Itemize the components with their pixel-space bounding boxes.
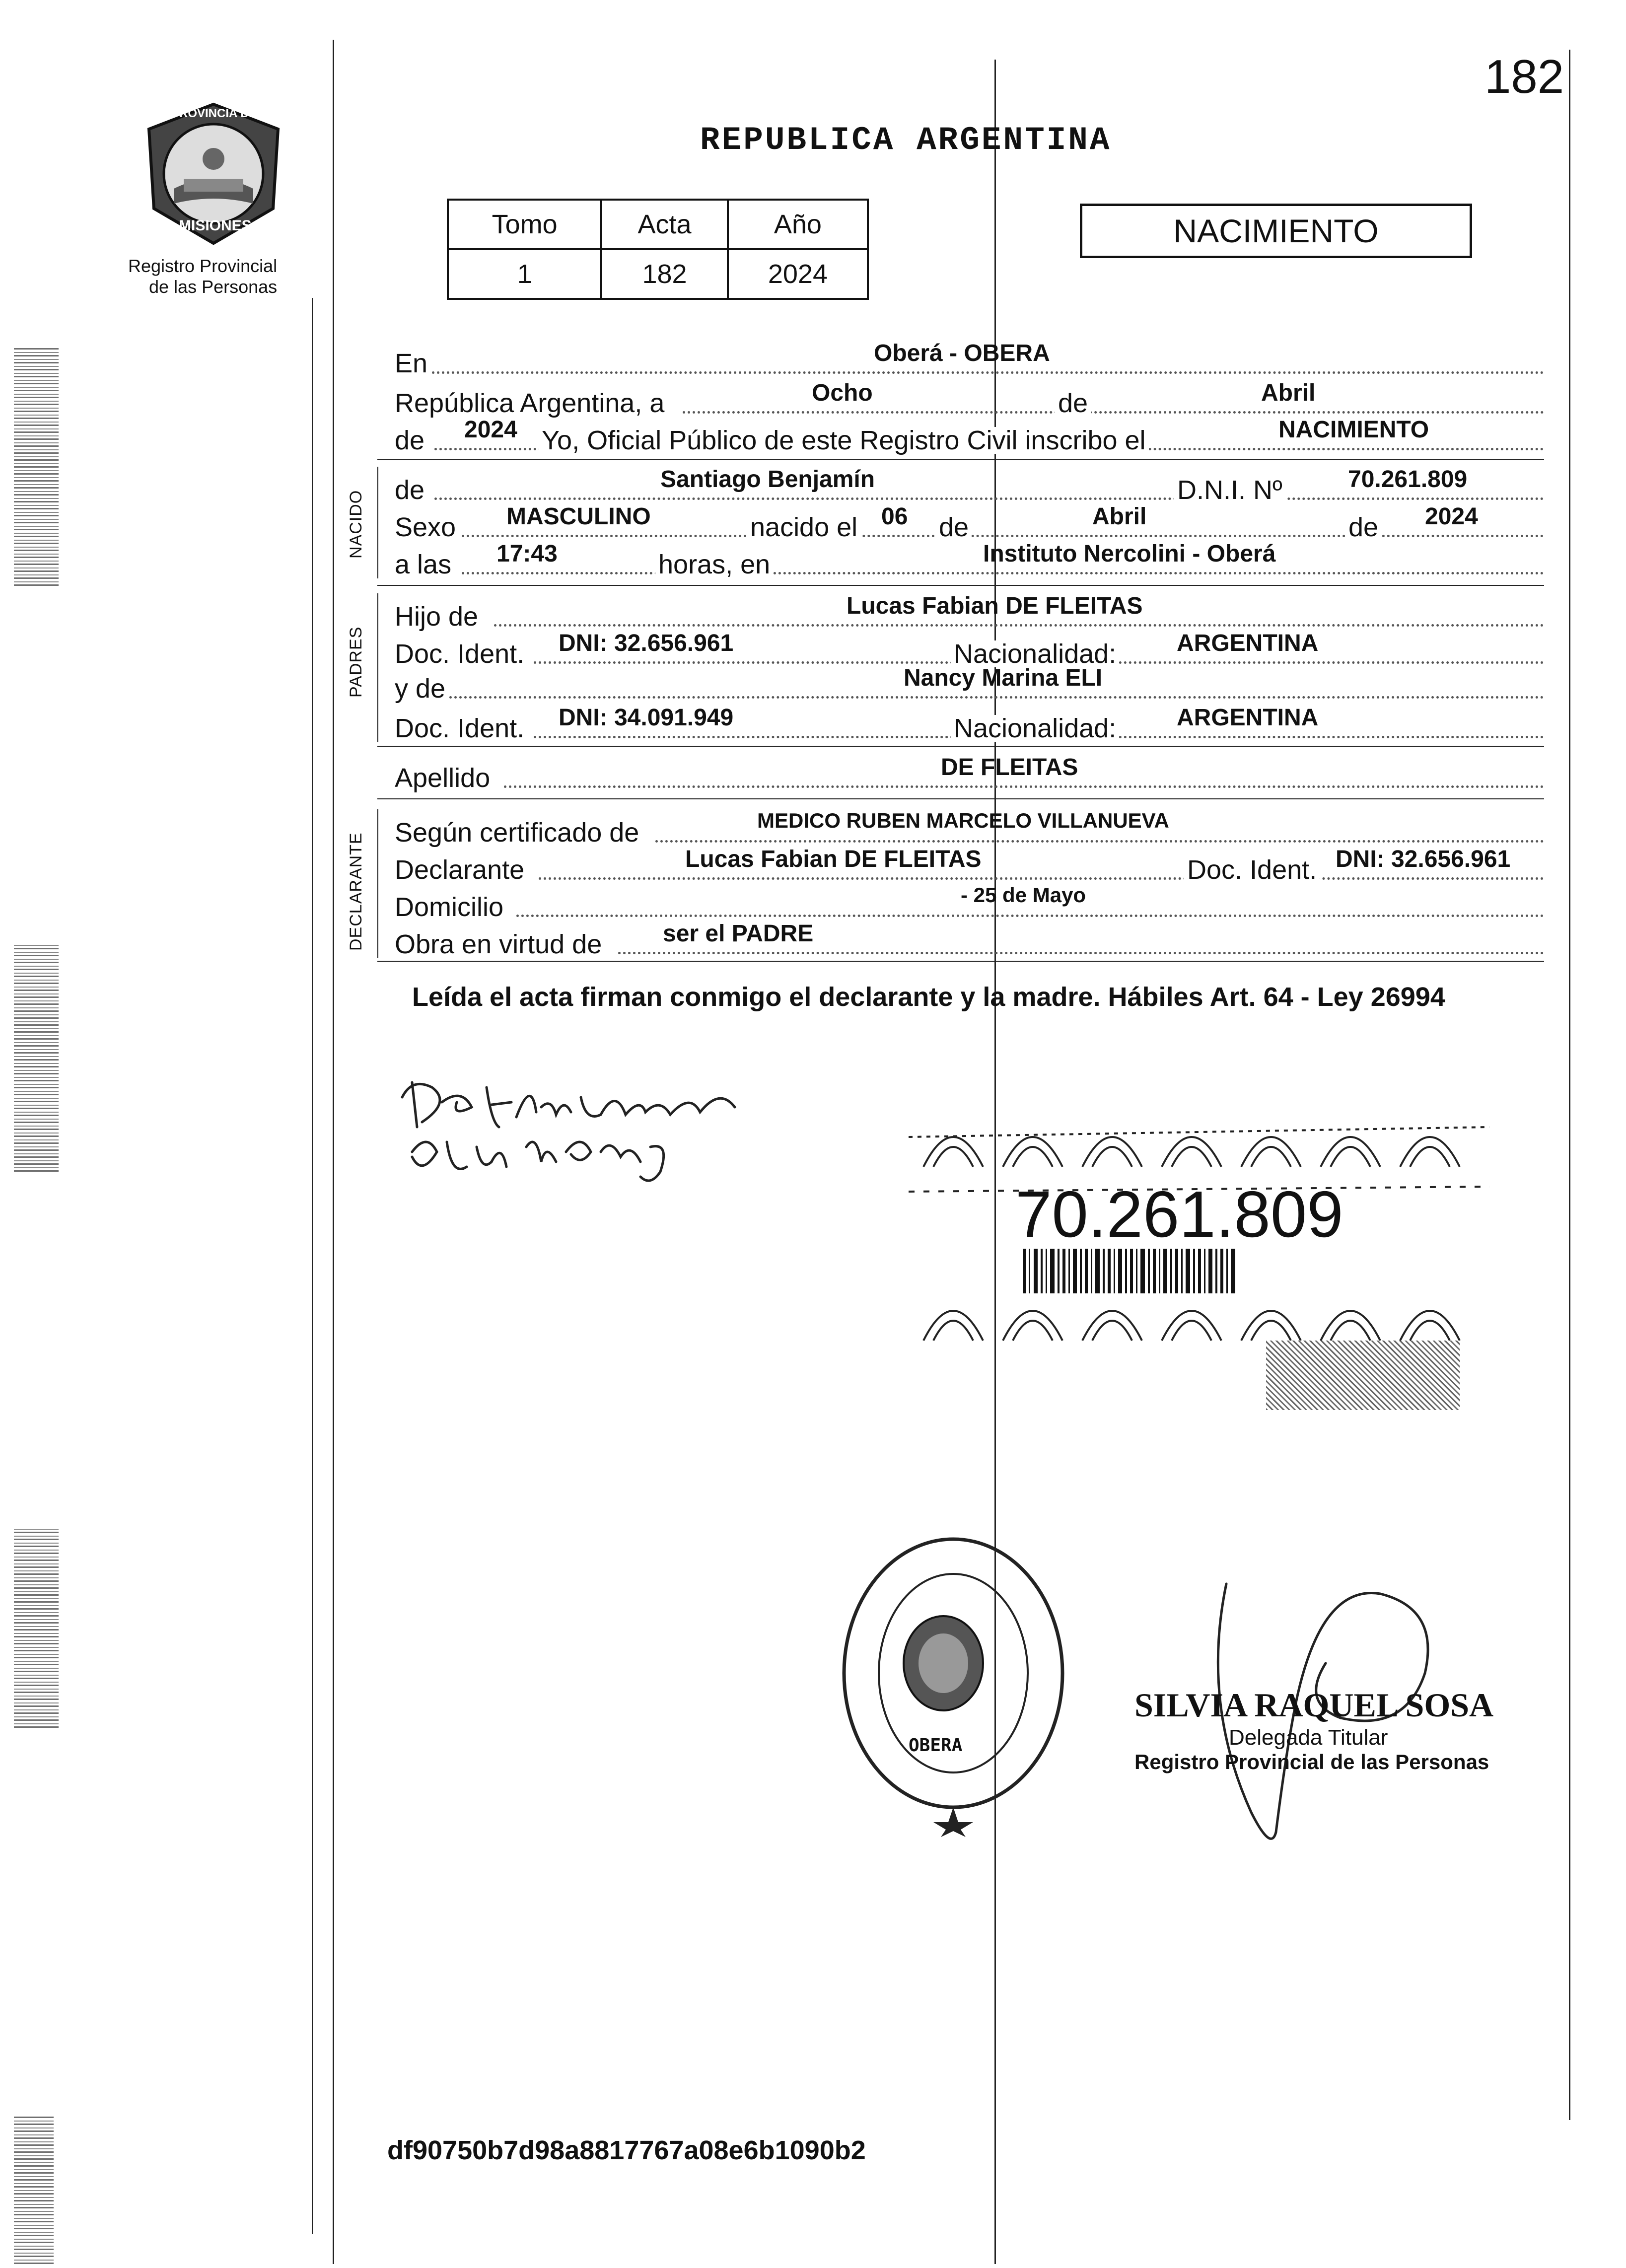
agency-line-1: Registro Provincial <box>128 256 278 276</box>
table-cell: 1 <box>448 249 601 299</box>
margin-line <box>312 298 313 2234</box>
mother-nat: ARGENTINA <box>1177 705 1319 731</box>
section-nacido: NACIDO <box>347 490 365 559</box>
label-certificado: Según certificado de <box>395 818 639 848</box>
signature-declarant <box>392 1067 750 1197</box>
father-nat: ARGENTINA <box>1177 630 1319 656</box>
label-de-2: de <box>395 425 425 455</box>
section-divider <box>377 459 1544 460</box>
right-border <box>1569 50 1570 2120</box>
stamp-center-text: OBERA <box>909 1735 963 1756</box>
label-a-las: a las <box>395 550 452 579</box>
birth-month: Abril <box>1092 503 1147 530</box>
logo-text-bottom: MISIONES <box>179 217 252 234</box>
label-nacido-el: nacido el <box>747 514 860 541</box>
label-dni: D.N.I. Nº <box>1174 477 1285 503</box>
act-type-box <box>1080 204 1472 258</box>
table-cell: 2024 <box>728 249 868 299</box>
record-table <box>447 199 869 300</box>
birth-place: Instituto Nercolini - Oberá <box>983 541 1276 567</box>
field-line <box>432 371 1544 374</box>
label-inscribo: Yo, Oficial Público de este Registro Civil inscribo el <box>539 427 1149 454</box>
field-line <box>655 840 1544 843</box>
label-nat-father: Nacionalidad: <box>951 640 1119 667</box>
table-header: Año <box>728 200 868 249</box>
declarant-doc: DNI: 32.656.961 <box>1336 846 1511 872</box>
label-obra: Obra en virtud de <box>395 929 602 959</box>
scan-artifact <box>14 943 59 1172</box>
year: 2024 <box>464 417 517 443</box>
official-org: Registro Provincial de las Personas <box>1134 1750 1489 1773</box>
document-hash: df90750b7d98a8817767a08e6b1090b2 <box>387 2135 866 2165</box>
official-role: Delegada Titular <box>1229 1725 1388 1750</box>
address: - 25 de Mayo <box>961 883 1086 907</box>
label-de-year: de <box>1345 514 1381 541</box>
field-line <box>618 952 1544 954</box>
section-bracket <box>377 593 378 742</box>
logo-text-top: PROVINCIA DE <box>171 107 257 120</box>
table-header: Acta <box>601 200 728 249</box>
label-y-de: y de <box>395 674 446 704</box>
scan-artifact <box>14 2115 54 2264</box>
field-line <box>462 572 1544 574</box>
label-de: de <box>1055 390 1091 417</box>
birth-time: 17:43 <box>496 541 558 567</box>
margin-line <box>333 40 334 2264</box>
child-dni: 70.261.809 <box>1348 466 1468 493</box>
label-doc-father: Doc. Ident. <box>395 639 525 669</box>
table-cell: 182 <box>601 249 728 299</box>
label-doc-declarante: Doc. Ident. <box>1184 856 1320 883</box>
birth-day: 06 <box>881 503 908 530</box>
label-horas: horas, en <box>655 551 773 578</box>
page-title: REPUBLICA ARGENTINA <box>700 122 1112 159</box>
section-divider <box>377 585 1544 586</box>
section-divider <box>377 746 1544 747</box>
surname: DE FLEITAS <box>941 754 1078 780</box>
section-padres: PADRES <box>347 626 365 698</box>
label-apellido: Apellido <box>395 763 491 793</box>
act: NACIMIENTO <box>1278 417 1429 443</box>
field-line <box>462 535 1544 537</box>
mother-doc: DNI: 34.091.949 <box>559 705 734 731</box>
label-republica: República Argentina, a <box>395 388 665 418</box>
field-line <box>504 785 1544 788</box>
section-divider <box>377 798 1544 799</box>
section-declarante: DECLARANTE <box>347 832 365 951</box>
label-doc-mother: Doc. Ident. <box>395 713 525 743</box>
certificate: MEDICO RUBEN MARCELO VILLANUEVA <box>757 809 1169 832</box>
table-header: Tomo <box>448 200 601 249</box>
place: Oberá - OBERA <box>874 340 1050 366</box>
section-divider <box>377 961 1544 962</box>
scan-artifact <box>14 1529 59 1728</box>
official-name: SILVIA RAQUEL SOSA <box>1134 1686 1494 1724</box>
reason: ser el PADRE <box>663 921 814 947</box>
month: Abril <box>1261 380 1316 406</box>
hologram <box>1266 1341 1460 1410</box>
label-de-nacido: de <box>395 475 425 505</box>
child-name: Santiago Benjamín <box>660 466 875 493</box>
field-line <box>539 877 1544 880</box>
id-sticker-number: 70.261.809 <box>1015 1178 1343 1251</box>
declarant: Lucas Fabian DE FLEITAS <box>685 846 982 872</box>
label-nat-mother: Nacionalidad: <box>951 715 1119 742</box>
field-line <box>683 411 1544 414</box>
sex: MASCULINO <box>506 503 651 530</box>
act-type: NACIMIENTO <box>1173 213 1379 249</box>
birth-year: 2024 <box>1425 503 1478 530</box>
section-bracket <box>377 809 378 958</box>
label-hijo: Hijo de <box>395 602 479 632</box>
official-stamp <box>834 1529 1072 1837</box>
page-number: 182 <box>1485 50 1564 103</box>
day: Ocho <box>812 380 873 406</box>
field-line <box>434 497 1544 500</box>
field-line <box>449 696 1544 699</box>
label-en: En <box>395 349 428 378</box>
section-bracket <box>377 467 378 578</box>
label-domicilio: Domicilio <box>395 892 504 922</box>
field-line <box>494 624 1544 627</box>
field-line <box>516 915 1544 917</box>
label-de-day: de <box>936 514 972 541</box>
agency-line-2: de las Personas <box>149 277 278 297</box>
scan-artifact <box>14 348 59 586</box>
closing-statement: Leída el acta firman conmigo el declarante y la madre. Hábiles Art. 64 - Ley 26994 <box>412 982 1445 1012</box>
father-doc: DNI: 32.656.961 <box>559 630 734 656</box>
mother-name: Nancy Marina ELI <box>904 665 1103 691</box>
father-name: Lucas Fabian DE FLEITAS <box>847 593 1143 619</box>
label-declarante: Declarante <box>395 855 525 885</box>
label-sexo: Sexo <box>395 512 456 542</box>
